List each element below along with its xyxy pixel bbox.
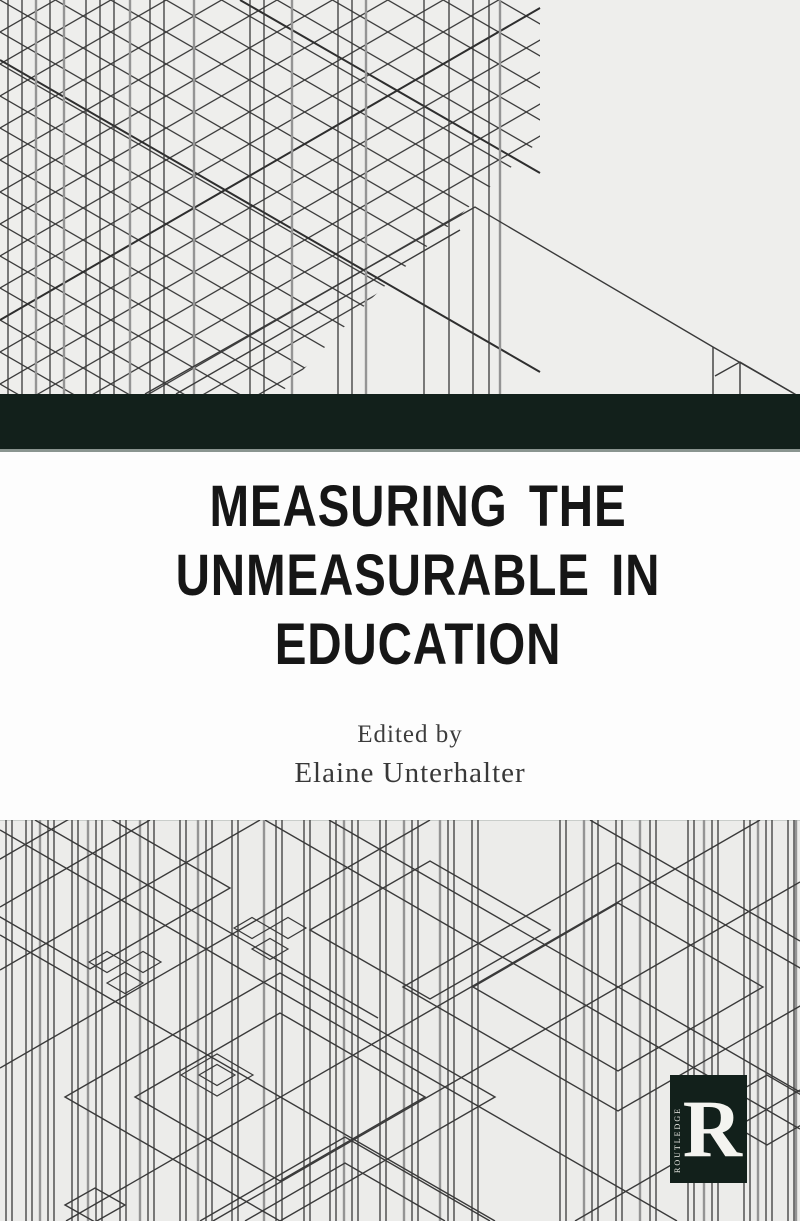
routledge-logo-letter: R — [682, 1083, 742, 1174]
routledge-logo-vertical-text: ROUTLEDGE — [673, 1107, 682, 1173]
title-line-2: UNMEASURABLE IN — [175, 543, 661, 608]
title-line-3: EDUCATION — [274, 612, 562, 677]
title-block — [0, 452, 800, 820]
routledge-logo — [670, 1075, 747, 1183]
title-line-1: MEASURING THE — [209, 474, 627, 539]
title-band-divider — [0, 394, 800, 452]
editor-name: Elaine Unterhalter — [294, 757, 526, 789]
top-pattern-art — [0, 0, 800, 394]
edited-by-label: Edited by — [357, 721, 463, 748]
book-title — [90, 472, 746, 679]
